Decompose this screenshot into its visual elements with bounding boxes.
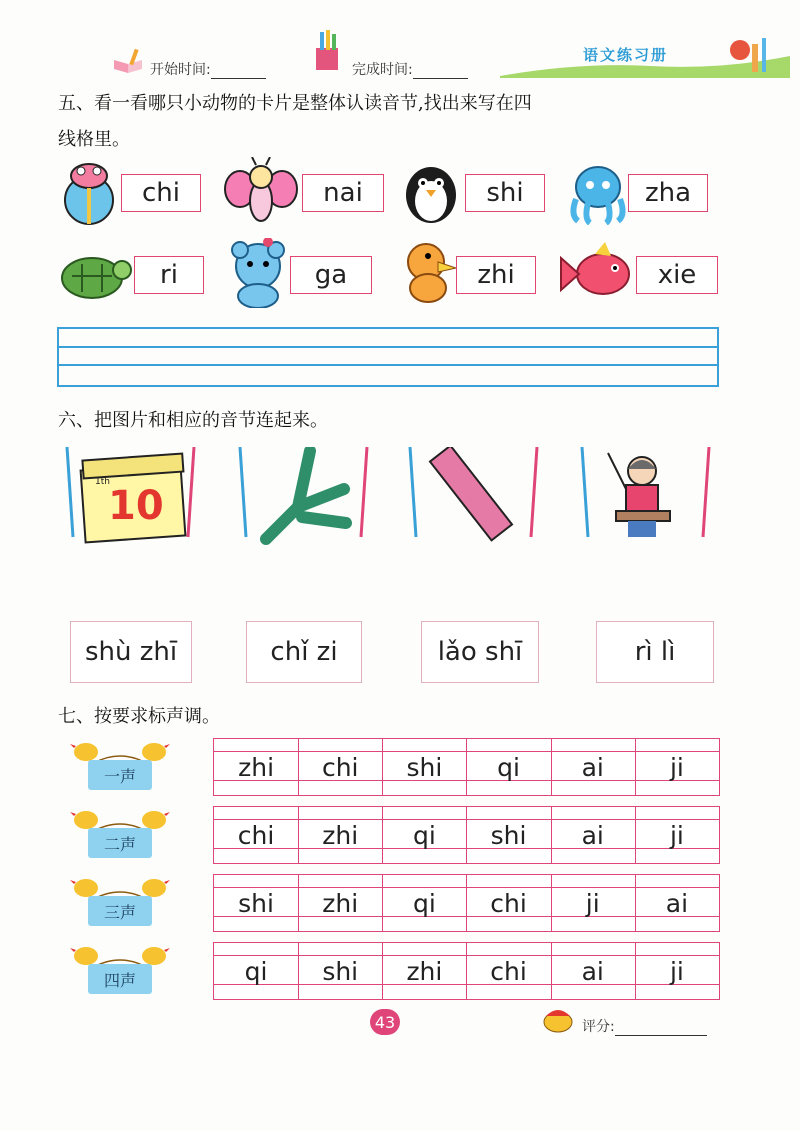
- octopus-icon: [566, 163, 630, 225]
- tone-grid-row: [213, 806, 720, 864]
- tone-label: [70, 938, 170, 998]
- syllable-card[interactable]: zha: [628, 174, 708, 212]
- tone-cell[interactable]: shi: [298, 943, 383, 999]
- tone-cell[interactable]: qi: [467, 739, 552, 795]
- tone-cell[interactable]: chi: [214, 807, 299, 863]
- tone-cell[interactable]: ji: [669, 752, 684, 782]
- tone-cell[interactable]: zhi: [382, 943, 467, 999]
- start-time-label: 开始时间:: [150, 62, 211, 78]
- turtle-icon: [58, 248, 132, 300]
- tone-cell[interactable]: qi: [382, 807, 467, 863]
- tone-label: [70, 802, 170, 862]
- ruler-picture: [406, 447, 541, 547]
- syllable-card[interactable]: ga: [290, 256, 372, 294]
- pencil-cup-icon: [312, 30, 346, 74]
- frog-icon: [60, 160, 118, 226]
- calendar-small-label: 1th: [95, 477, 110, 487]
- finish-time-blank[interactable]: [413, 66, 468, 79]
- tone-grid-row: [213, 874, 720, 932]
- tone-cell[interactable]: ai: [665, 888, 689, 918]
- duck-icon: [400, 240, 458, 306]
- q5-prompt-line1: 五、看一看哪只小动物的卡片是整体认读音节,找出来写在四: [58, 93, 532, 114]
- book-title: 语文练习册: [583, 46, 669, 64]
- tone-label: [70, 734, 170, 794]
- four-line-writing-grid[interactable]: [57, 327, 719, 387]
- score-blank[interactable]: [615, 1023, 707, 1036]
- tone-cell[interactable]: zhi: [298, 875, 383, 931]
- header: [0, 0, 800, 80]
- calendar-day: 10: [108, 483, 164, 529]
- tone-cell[interactable]: chi: [298, 739, 383, 795]
- tone-cell[interactable]: qi: [382, 875, 467, 931]
- pinyin-option[interactable]: shù zhī: [70, 621, 192, 683]
- branch-picture: [236, 447, 371, 547]
- tone-cell[interactable]: ai: [551, 943, 636, 999]
- pinyin-option[interactable]: chǐ zi: [246, 621, 362, 683]
- q6-prompt: 六、把图片和相应的音节连起来。: [58, 410, 328, 431]
- pinyin-option[interactable]: rì lì: [596, 621, 714, 683]
- book-pencil-icon: [112, 48, 146, 74]
- fish-icon: [559, 240, 633, 304]
- syllable-card[interactable]: shi: [465, 174, 545, 212]
- syllable-card[interactable]: nai: [302, 174, 384, 212]
- tone-cell[interactable]: shi: [382, 739, 467, 795]
- syllable-card[interactable]: xie: [636, 256, 718, 294]
- pinyin-option[interactable]: lǎo shī: [421, 621, 539, 683]
- bear-icon: [228, 238, 288, 308]
- q7-prompt: 七、按要求标声调。: [58, 706, 220, 727]
- penguin-icon: [402, 163, 460, 225]
- syllable-card[interactable]: zhi: [456, 256, 536, 294]
- tone-cell[interactable]: zhi: [298, 807, 383, 863]
- score-label: 评分:: [582, 1019, 615, 1035]
- finish-time-label: 完成时间:: [352, 62, 413, 78]
- page-number: 43: [374, 1012, 396, 1032]
- tone-cell[interactable]: qi: [214, 943, 299, 999]
- tone-cell[interactable]: shi: [467, 807, 552, 863]
- tone-cell[interactable]: zhi: [214, 739, 299, 795]
- tone-grid-row: [213, 942, 720, 1000]
- tone-name: 一声: [88, 760, 152, 790]
- q5-prompt-line2: 线格里。: [58, 129, 130, 150]
- tone-cell[interactable]: chi: [467, 875, 552, 931]
- tone-cell[interactable]: ji: [669, 956, 684, 986]
- tone-name: 三声: [88, 896, 152, 926]
- tone-cell[interactable]: chi: [467, 943, 552, 999]
- tone-cell[interactable]: ai: [551, 739, 636, 795]
- tone-cell[interactable]: shi: [214, 875, 299, 931]
- page-number-badge: [370, 1009, 400, 1035]
- tone-name: 二声: [88, 828, 152, 858]
- syllable-card[interactable]: ri: [134, 256, 204, 294]
- bird-icon: [538, 1006, 578, 1034]
- tone-cell[interactable]: ji: [551, 875, 636, 931]
- syllable-card[interactable]: chi: [121, 174, 201, 212]
- bee-icon: [224, 157, 298, 227]
- tone-name: 四声: [88, 964, 152, 994]
- calendar-picture: [63, 447, 198, 547]
- teacher-picture: [578, 447, 713, 547]
- tone-grid-row: [213, 738, 720, 796]
- tone-cell[interactable]: ai: [551, 807, 636, 863]
- tone-label: [70, 870, 170, 930]
- tone-cell[interactable]: ji: [669, 820, 684, 850]
- start-time-blank[interactable]: [211, 66, 266, 79]
